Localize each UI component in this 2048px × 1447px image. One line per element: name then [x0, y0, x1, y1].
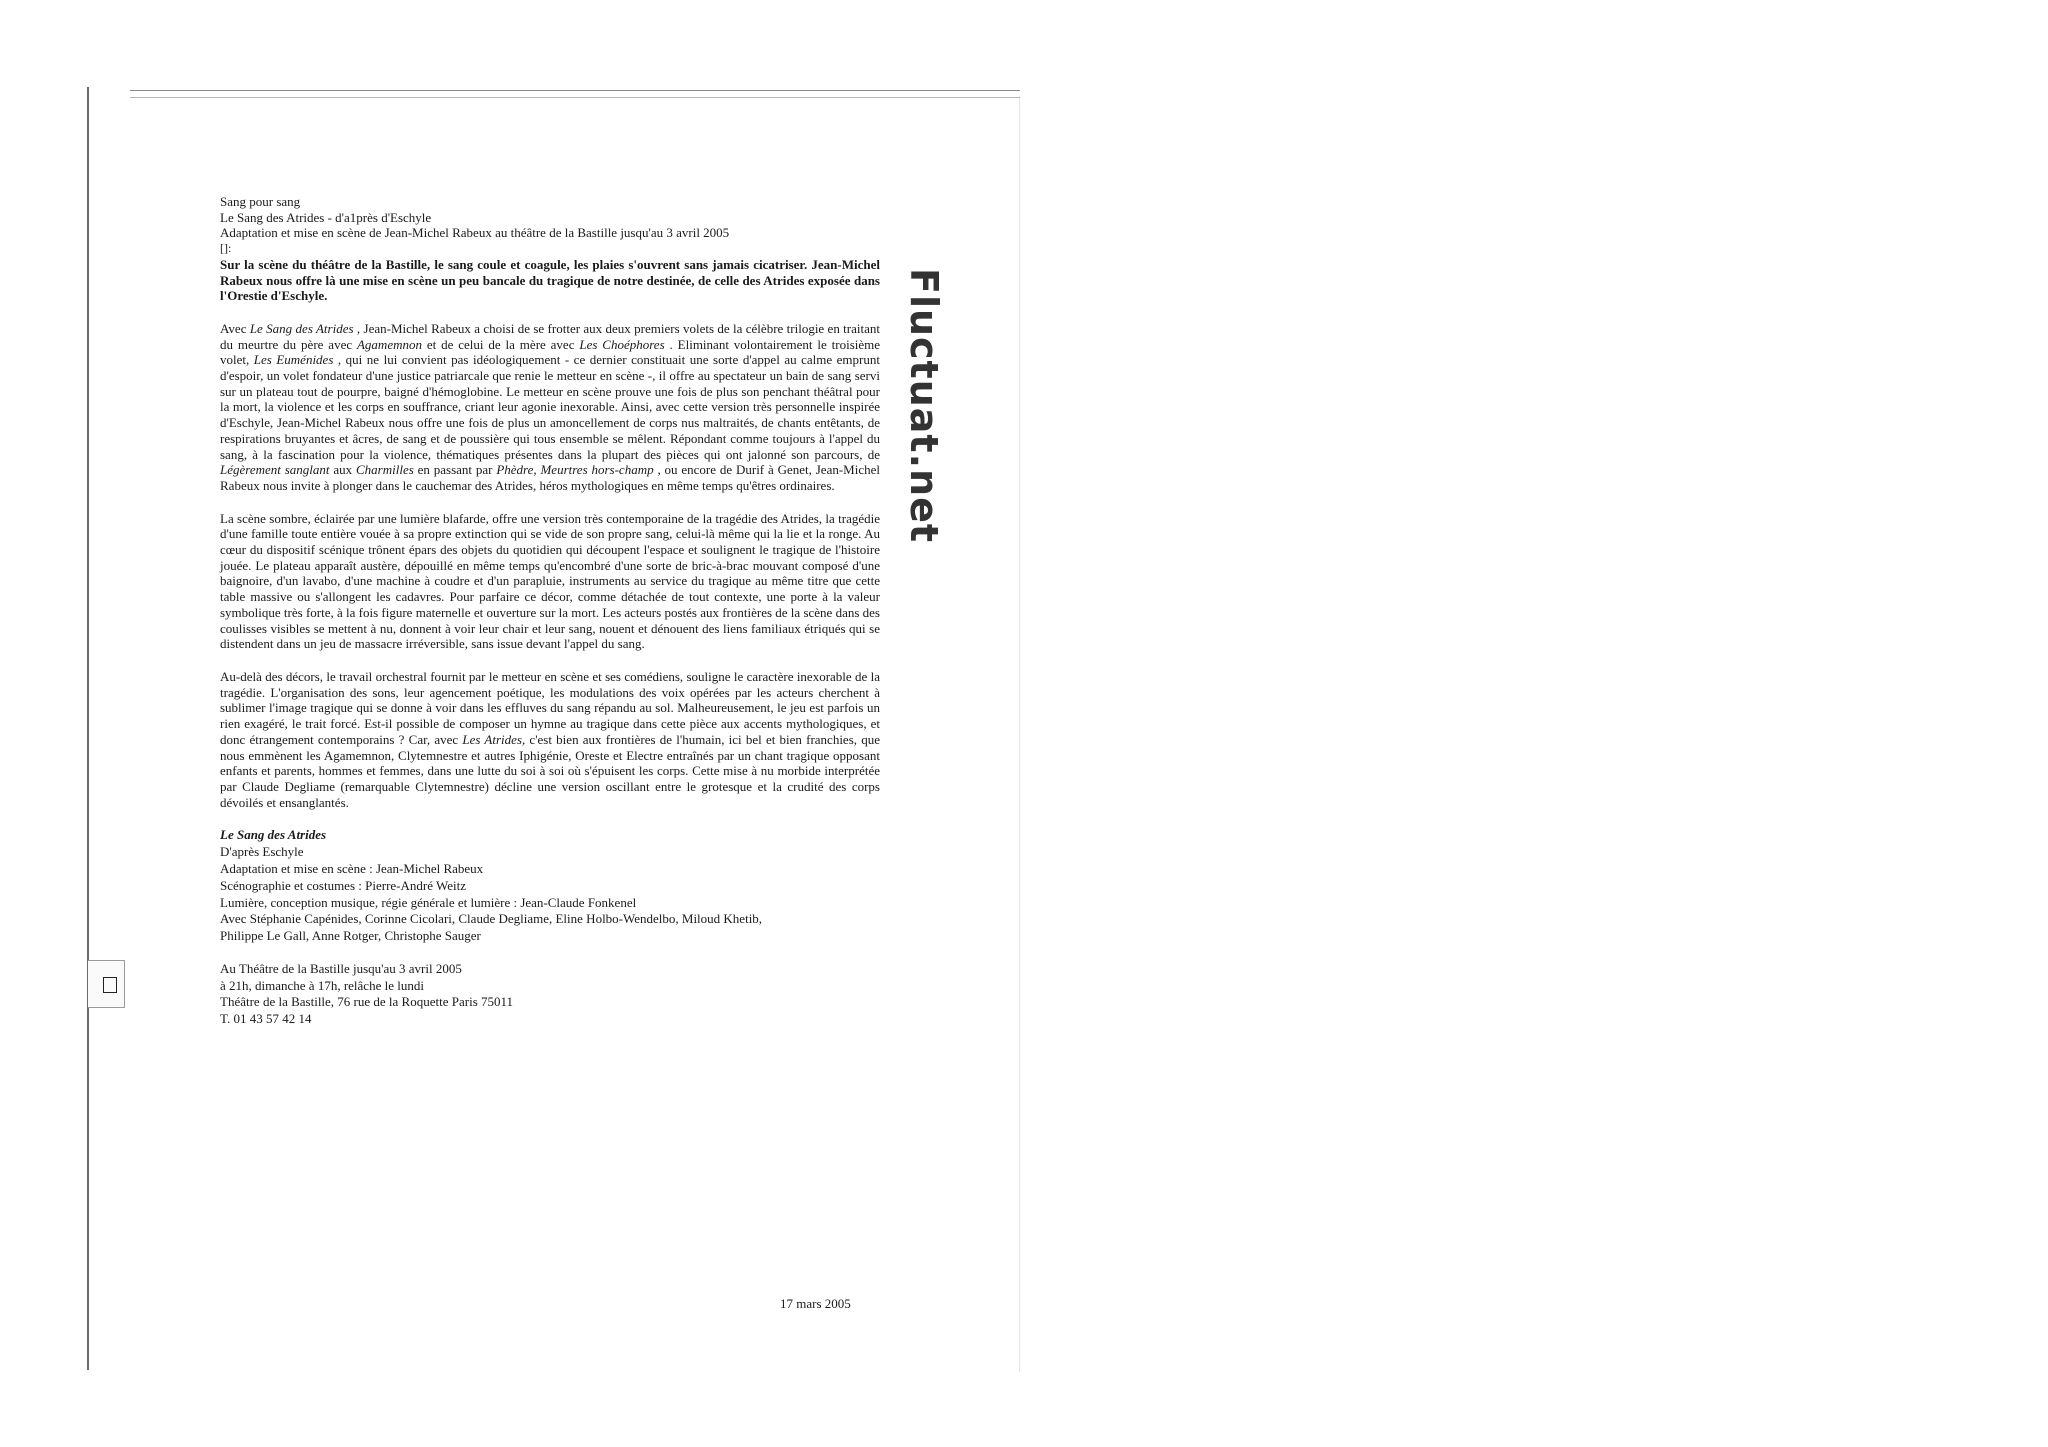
italic-title: Les Choéphores	[579, 336, 665, 352]
credits-block	[220, 827, 880, 945]
italic-title: Les Atrides,	[462, 731, 526, 747]
section-marker: []:	[220, 241, 232, 256]
top-rule-secondary	[130, 97, 1020, 98]
text-run: aux	[329, 462, 356, 478]
text-run: en passant par	[413, 462, 497, 478]
italic-title: Les Euménides	[253, 352, 334, 368]
text-run: , qui ne lui convient pas idéologiquement - ce dernier constituait une sorte d'appel au calme emprunt d'espoir, un volet fondateur d'une justice patriarcale que renie le metteur en scène -, il offre au spectateur un bain de sang servi sur un plateau tout de pourpre, baigné d'hémoglobine. Le metteur en scène prouve une fois de plus son penchant théâtral pour la mort, la violence et les corps en souffrance, criant leur agonie inexorable. Ainsi, avec cette version très personnelle inspirée d'Eschyle, Jean-Michel Rabeux nous offre une fois de plus un amoncellement de corps nus maltraités, de chants entêtants, de respirations bruyantes et âcres, de sang et de poussière qui tous ensemble se mêlent. Répondant comme toujours à l'appel du sang, à la fascination pour la violence, thématiques présentes dans la plupart des pièces qui ont jalonné son parcours, de	[220, 352, 880, 462]
top-rule	[130, 90, 1020, 91]
text-run: et de celui de la mère avec	[421, 336, 580, 352]
article-subtitle	[220, 210, 880, 241]
venue-block	[220, 961, 880, 1028]
article	[220, 194, 880, 1028]
subtitle-line-1: Le Sang des Atrides - d'a1près d'Eschyle	[220, 209, 432, 225]
credits-line: Avec Stéphanie Capénides, Corinne Cicolari, Claude Degliame, Eline Holbo-Wendelbo, Miloud Khetib,	[220, 911, 763, 927]
credits-line: Scénographie et costumes : Pierre-André Weitz	[220, 877, 466, 893]
credits-line: Adaptation et mise en scène : Jean-Michel Rabeux	[220, 860, 484, 876]
text-run: Au-delà des décors, le travail orchestral fournit par le metteur en scène et ses comédiens, souligne le caractère inexorable de la tragédie. L'organisation des sons, leur agencement poétique, les modulations des voix opérées par les acteurs cherchent à sublimer l'image tragique qui se donne à voir dans les effluves du sang répandu au sol. Malheureusement, le jeu est parfois un rien exagéré, le trait forcé. Est-il possible de composer un hymne au tragique dans cette pièce aux accents mythologiques, et donc étrangement contemporains ? Car, avec	[220, 668, 880, 747]
venue-line: Théâtre de la Bastille, 76 rue de la Roquette Paris 75011	[220, 994, 514, 1010]
credits-title: Le Sang des Atrides	[220, 827, 327, 843]
italic-title: Charmilles	[355, 462, 414, 478]
article-lead: Sur la scène du théâtre de la Bastille, le sang coule et coagule, les plaies s'ouvrent sans jamais cicatriser. Jean-Michel Rabeux nous offre là une mise en scène un peu bancale du tragique de notre destinée, de celle des Atrides exposée dans l'Orestie d'Eschyle.	[220, 256, 880, 304]
venue-line: à 21h, dimanche à 17h, relâche le lundi	[220, 977, 424, 993]
page-right-edge	[1019, 96, 1020, 1372]
page-left-edge	[87, 87, 89, 1370]
credits-line: Lumière, conception musique, régie générale et lumière : Jean-Claude Fonkenel	[220, 894, 637, 910]
text-run: . Eliminant volontairement le troisième volet,	[220, 336, 881, 368]
paragraph-2: La scène sombre, éclairée par une lumière blafarde, offre une version très contemporaine de la tragédie des Atrides, la tragédie d'une famille toute entière vouée à sa propre extinction qui se vide de son propre sang, celui-là même qui la lie et la ronge. Au cœur du dispositif scénique trônent épars des objets du quotidien qui découpent l'espace et soulignent le tragique de l'histoire jouée. Le plateau apparaît austère, dépouillé en même temps qu'encombré d'une sorte de bric-à-brac mouvant composé d'une baignoire, d'un lavabo, d'une machine à coudre et d'un parapluie, instruments au service du tragique au même titre que cette table massive ou s'allongent les cadavres. Pour parfaire ce décor, comme détachée de tout contexte, une porte à la valeur symbolique très forte, à la fois figure maternelle et ouverture sur la mort. Les acteurs postés aux frontières de la scène dans des coulisses visibles se mettent à nu, donnent à voir leur chair et leur sang, nouent et dénouent des liens familiaux étriqués qui se distendent dans un jeu de massacre irréversible, sans issue devant l'appel du sang.	[220, 510, 880, 652]
text-run: Avec	[220, 320, 250, 336]
credits-line: D'après Eschyle	[220, 844, 304, 860]
checkbox-icon	[103, 977, 117, 993]
italic-title: Agamemnon	[356, 336, 422, 352]
venue-line: T. 01 43 57 42 14	[220, 1011, 312, 1027]
publication-date: 17 mars 2005	[780, 1296, 851, 1311]
text-run: c'est bien aux frontières de l'humain, ici bel et bien franchies, que nous emmènent les Agamemnon, Clytemnestre et autres Iphigénie, Oreste et Electre entraînés par un chant tragique opposant enfants et parents, hommes et femmes, dans une lutte du soi à soi où s'épuisent les corps. Cette mise à nu morbide interprétée par Claude Degliame (remarquable Clytemnestre) décline une version oscillant entre le grotesque et la crudité des corps dévoilés et ensanglantés.	[220, 731, 880, 810]
text-run: , Jean-Michel Rabeux a choisi de se frotter aux deux premiers volets de la célèbre trilogie en traitant du meurtre du père avec	[220, 320, 880, 352]
fluctuat-logo: Fluctuat.net	[902, 268, 946, 544]
venue-line: Au Théâtre de la Bastille jusqu'au 3 avril 2005	[220, 960, 462, 976]
article-title: Sang pour sang	[220, 194, 301, 209]
text-run: , ou encore de Durif à Genet, Jean-Michel Rabeux nous invite à plonger dans le cauchemar des Atrides, héros mythologiques en même temps qu'êtres ordinaires.	[220, 462, 880, 493]
subtitle-line-2: Adaptation et mise en scène de Jean-Michel Rabeux au théâtre de la Bastille jusqu'au 3 avril 2005	[220, 225, 730, 241]
paragraph-3	[220, 669, 880, 810]
italic-title: Phèdre, Meurtres hors-champ	[496, 462, 654, 478]
credits-line: Philippe Le Gall, Anne Rotger, Christophe Sauger	[220, 928, 481, 944]
side-tab	[88, 960, 125, 1008]
italic-title: Légèrement sanglant	[220, 462, 330, 478]
italic-title: Le Sang des Atrides	[249, 320, 354, 336]
paragraph-1	[220, 321, 880, 494]
